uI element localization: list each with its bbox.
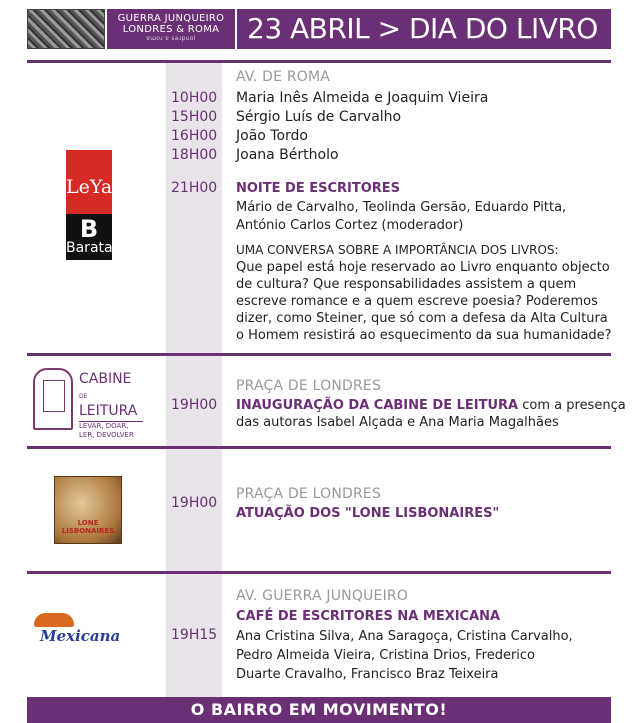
conversa-title: UMA CONVERSA SOBRE A IMPORTÂNCIA DOS LIVROS: bbox=[236, 243, 559, 257]
barata-label: Barata bbox=[66, 240, 113, 256]
conversa-line: Que papel está hoje reservado ao Livro enquanto objecto bbox=[236, 260, 610, 275]
phone-booth-icon bbox=[33, 368, 73, 430]
conversa-line: o Homem resistirá ao esquecimento da sua humanidade? bbox=[236, 328, 612, 343]
night-names: António Carlos Cortez (moderador) bbox=[236, 218, 464, 233]
leya-barata-logo bbox=[66, 150, 112, 260]
header-name-line2: LONDRES & ROMA bbox=[122, 24, 220, 35]
section1-location: AV. DE ROMA bbox=[236, 69, 331, 85]
section4-line: Pedro Almeida Vieira, Cristina Drios, Frederico bbox=[236, 648, 536, 663]
cabine-line2: LEITURA bbox=[79, 403, 138, 419]
cabine-line1: CABINE bbox=[79, 371, 132, 387]
divider bbox=[27, 60, 611, 63]
lone-lisbonaires-logo bbox=[54, 476, 122, 544]
entry-time: 10H00 bbox=[171, 90, 218, 106]
entry-time: 15H00 bbox=[171, 109, 218, 125]
footer-banner: O BAIRRO EM MOVIMENTO! bbox=[27, 697, 611, 723]
lone-logo-text: LONE LISBONAIRES bbox=[61, 519, 115, 535]
section4-line: Duarte Cravalho, Francisco Braz Teixeira bbox=[236, 667, 499, 682]
section4-line: Ana Cristina Silva, Ana Saragoça, Cristina Carvalho, bbox=[236, 629, 573, 644]
section2-location: PRAÇA DE LONDRES bbox=[236, 378, 382, 394]
section3-title: ATUAÇÃO DOS "LONE LISBONAIRES" bbox=[236, 506, 500, 521]
section4-location: AV. GUERRA JUNQUEIRO bbox=[236, 588, 409, 604]
entry-time: 18H00 bbox=[171, 147, 218, 163]
conversa-line: escreve romance e a quem escreve poesia? Poderemos bbox=[236, 294, 598, 309]
section2-text: das autoras Isabel Alçada e Ana Maria Magalhães bbox=[236, 415, 559, 430]
entry-text: Maria Inês Almeida e Joaquim Vieira bbox=[236, 90, 489, 106]
night-title: NOITE DE ESCRITORES bbox=[236, 181, 401, 196]
header-name-sub: ɐɯoɹ ɐ sǝɹpuol bbox=[146, 35, 196, 42]
cabine-de: DE bbox=[79, 393, 88, 400]
page-title: 23 ABRIL > DIA DO LIVRO bbox=[237, 9, 611, 49]
entry-text: João Tordo bbox=[236, 128, 308, 144]
entry-time: 16H00 bbox=[171, 128, 218, 144]
divider bbox=[27, 446, 611, 449]
sombrero-icon bbox=[34, 613, 74, 627]
divider bbox=[27, 353, 611, 356]
mexicana-wordmark: Mexicana bbox=[40, 627, 121, 645]
night-names: Mário de Carvalho, Teolinda Gersão, Eduardo Pitta, bbox=[236, 200, 567, 215]
cabine-sub: LEVAR, DOAR, LER, DEVOLVER bbox=[79, 421, 143, 440]
header-name-line1: GUERRA JUNQUEIRO bbox=[117, 13, 225, 24]
entry-text: Sérgio Luís de Carvalho bbox=[236, 109, 402, 125]
divider bbox=[27, 571, 611, 574]
section2-line bbox=[236, 397, 626, 414]
section3-time: 19H00 bbox=[171, 495, 218, 511]
night-time: 21H00 bbox=[171, 180, 218, 196]
section4-time: 19H15 bbox=[171, 627, 218, 643]
header bbox=[27, 9, 611, 53]
header-event-name bbox=[107, 9, 235, 49]
section3-location: PRAÇA DE LONDRES bbox=[236, 486, 382, 502]
leya-logo: LeYa bbox=[66, 150, 112, 214]
cabine-de-leitura-logo bbox=[33, 368, 143, 439]
entry-text: Joana Bértholo bbox=[236, 147, 339, 163]
conversa-line: dizer, como Steiner, que só com a defesa da Alta Cultura bbox=[236, 311, 608, 326]
section2-text: com a presença bbox=[518, 398, 626, 413]
header-photo bbox=[27, 9, 105, 49]
section4-title: CAFÉ DE ESCRITORES NA MEXICANA bbox=[236, 609, 501, 624]
section2-title: INAUGURAÇÃO DA CABINE DE LEITURA bbox=[236, 398, 519, 413]
barata-logo: B Barata bbox=[66, 214, 112, 260]
section2-time: 19H00 bbox=[171, 397, 218, 413]
mexicana-logo bbox=[32, 613, 144, 649]
conversa-line: de cultura? Que responsabilidades assistem a quem bbox=[236, 277, 577, 292]
